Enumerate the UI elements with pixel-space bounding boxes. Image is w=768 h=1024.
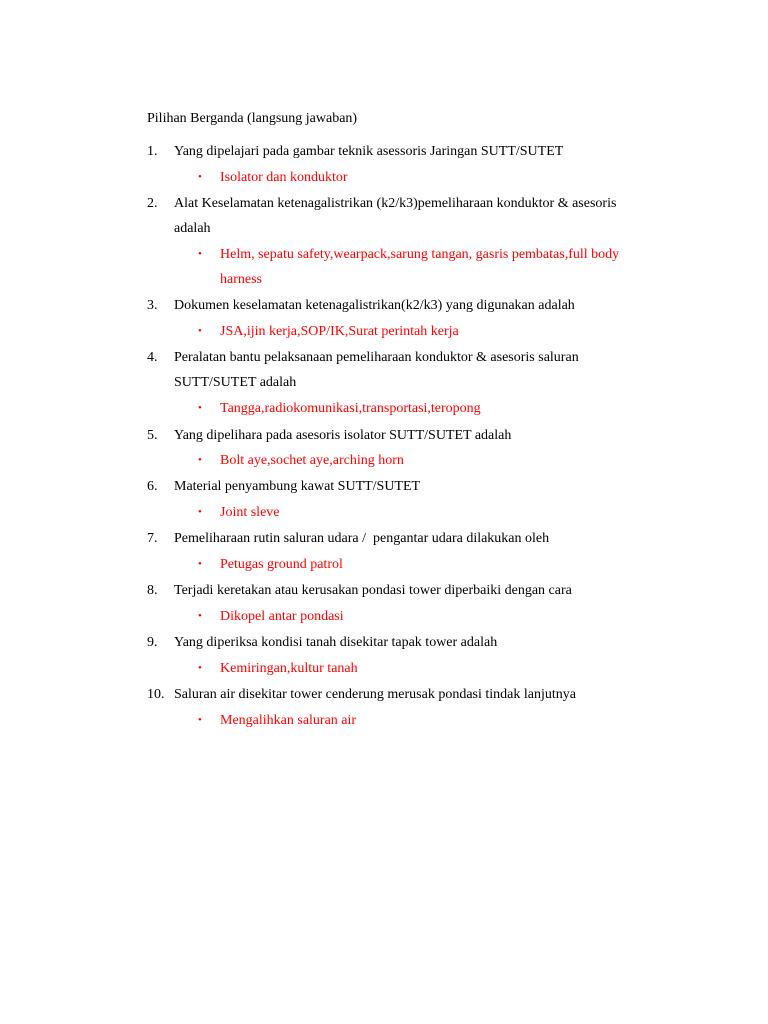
answer-text: Mengalihkan saluran air: [220, 713, 357, 728]
question-item: [147, 630, 647, 655]
answer-text: Joint sleve: [220, 505, 280, 520]
question-item: [147, 345, 637, 395]
question-text: Yang dipelihara pada asesoris isolator SUTT/SUTET adalah: [174, 428, 512, 443]
question-item: [147, 682, 647, 707]
question-text: Yang dipelajari pada gambar teknik asessoris Jaringan SUTT/SUTET: [174, 144, 564, 159]
question-item: [147, 423, 647, 448]
answer-item: [198, 604, 638, 629]
question-item: [147, 474, 647, 499]
answer-text: Bolt aye,sochet aye,arching horn: [220, 453, 404, 468]
question-item: [147, 139, 647, 164]
question-item: [147, 578, 647, 603]
bullet-icon: •: [198, 325, 202, 337]
answer-text: Tangga,radiokomunikasi,transportasi,teropong: [220, 401, 481, 416]
question-text: Peralatan bantu pelaksanaan pemeliharaan konduktor & asesoris saluran SUTT/SUTET adalah: [174, 350, 579, 390]
bullet-icon: •: [198, 402, 202, 414]
question-number: 5.: [147, 428, 158, 443]
answer-text: JSA,ijin kerja,SOP/IK,Surat perintah kerja: [220, 324, 459, 339]
bullet-icon: •: [198, 558, 202, 570]
bullet-icon: •: [198, 454, 202, 466]
question-number: 3.: [147, 298, 158, 313]
question-item: [147, 293, 647, 318]
question-number: 4.: [147, 350, 158, 365]
question-item: [147, 526, 647, 551]
bullet-icon: •: [198, 248, 202, 260]
answer-text: Petugas ground patrol: [220, 557, 343, 572]
question-number: 8.: [147, 583, 158, 598]
answer-item: [198, 242, 638, 292]
answer-item: [198, 165, 638, 190]
question-number: 7.: [147, 531, 158, 546]
answer-item: [198, 708, 638, 733]
bullet-icon: •: [198, 662, 202, 674]
bullet-icon: •: [198, 714, 202, 726]
question-text: Yang diperiksa kondisi tanah disekitar tapak tower adalah: [174, 635, 498, 650]
question-text: Material penyambung kawat SUTT/SUTET: [174, 479, 421, 494]
question-text: Alat Keselamatan ketenagalistrikan (k2/k3)pemeliharaan konduktor & asesoris adalah: [174, 196, 617, 236]
answer-item: [198, 448, 638, 473]
question-text: Dokumen keselamatan ketenagalistrikan(k2/k3) yang digunakan adalah: [174, 298, 575, 313]
question-text: Pemeliharaan rutin saluran udara / pengantar udara dilakukan oleh: [174, 531, 550, 546]
answer-text: Dikopel antar pondasi: [220, 609, 344, 624]
answer-item: [198, 500, 638, 525]
document-title: Pilihan Berganda (langsung jawaban): [147, 111, 358, 126]
answer-item: [198, 396, 638, 421]
question-number: 1.: [147, 144, 158, 159]
bullet-icon: •: [198, 171, 202, 183]
answer-item: [198, 319, 638, 344]
bullet-icon: •: [198, 506, 202, 518]
answer-item: [198, 552, 638, 577]
answer-item: [198, 656, 638, 681]
bullet-icon: •: [198, 610, 202, 622]
question-number: 6.: [147, 479, 158, 494]
answer-text: Helm, sepatu safety,wearpack,sarung tangan, gasris pembatas,full body harness: [220, 247, 620, 287]
question-text: Terjadi keretakan atau kerusakan pondasi tower diperbaiki dengan cara: [174, 583, 572, 598]
answer-text: Isolator dan konduktor: [220, 170, 348, 185]
question-number: 9.: [147, 635, 158, 650]
question-text: Saluran air disekitar tower cenderung merusak pondasi tindak lanjutnya: [174, 687, 576, 702]
answer-text: Kemiringan,kultur tanah: [220, 661, 358, 676]
question-number: 2.: [147, 196, 158, 211]
question-number: 10.: [147, 687, 165, 702]
question-item: [147, 191, 627, 241]
